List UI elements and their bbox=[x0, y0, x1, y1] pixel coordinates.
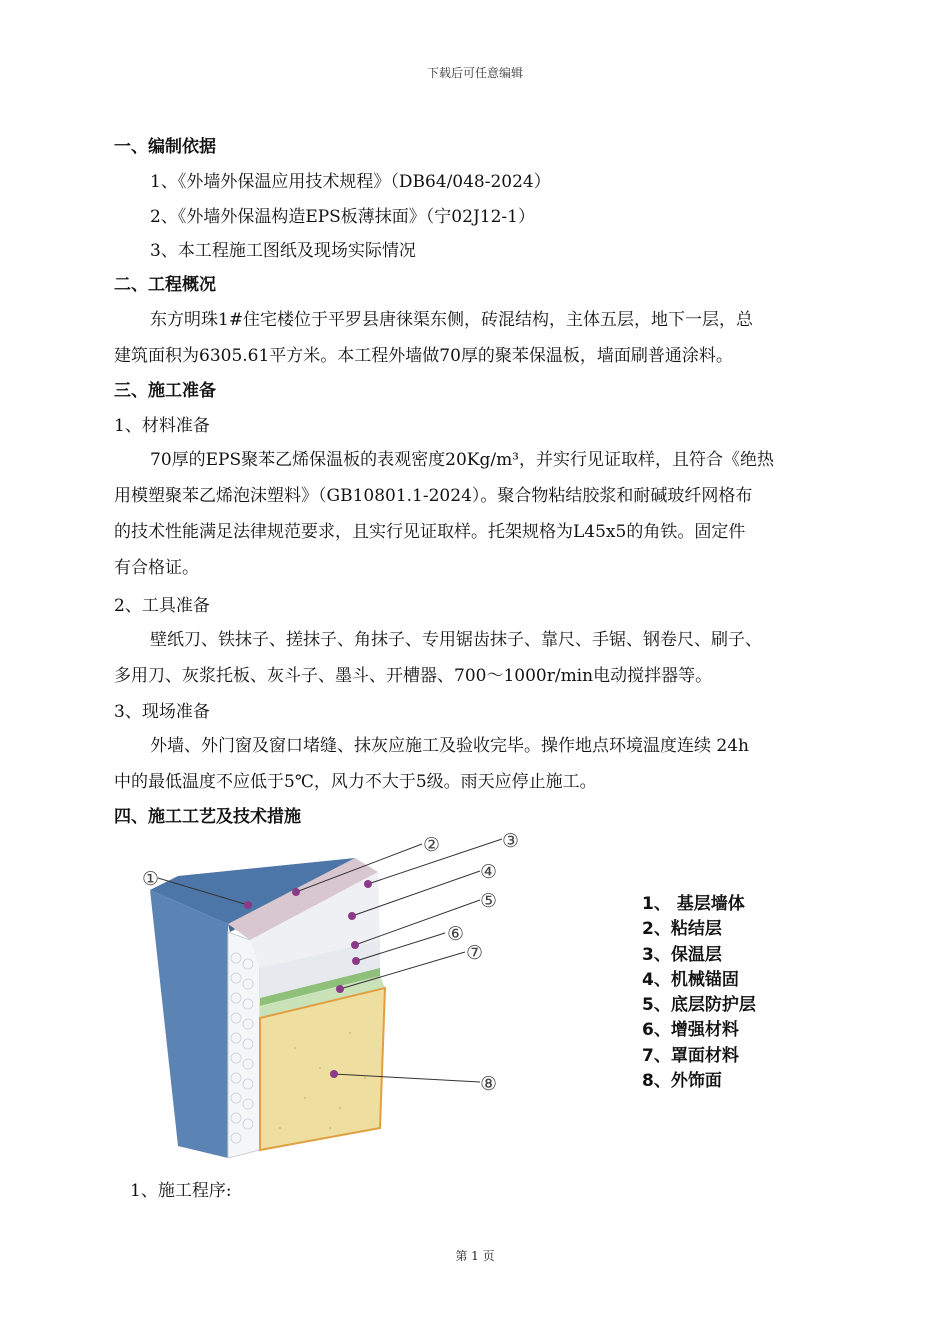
insulation-layer bbox=[228, 932, 260, 1158]
sub-title-site: 3、现场准备 bbox=[114, 702, 210, 722]
site-line-2: 中的最低温度不应低于5℃，风力不大于5级。雨天应停止施工。 bbox=[114, 772, 597, 792]
sub-title-materials: 1、材料准备 bbox=[114, 416, 210, 436]
overview-line-2: 建筑面积为6305.61平方米。本工程外墙做70厚的聚苯保温板，墙面刷普通涂料。 bbox=[114, 346, 733, 366]
page-footer: 第 1 页 bbox=[455, 1249, 495, 1263]
section-title-overview: 二、工程概况 bbox=[114, 275, 216, 295]
legend-item: 6、增强材料 bbox=[642, 1020, 739, 1041]
materials-line-1: 70厚的EPS聚苯乙烯保温板的表观密度20Kg/m³，并实行见证取样，且符合《绝热 bbox=[150, 450, 775, 470]
section-title-process: 四、施工工艺及技术措施 bbox=[114, 807, 301, 827]
section-title-basis: 一、编制依据 bbox=[114, 137, 216, 157]
tools-line-1: 壁纸刀、铁抹子、搓抹子、角抹子、专用锯齿抹子、靠尺、手锯、钢卷尺、刷子、 bbox=[150, 630, 762, 650]
legend-item: 8、外饰面 bbox=[642, 1071, 722, 1092]
base-wall-face bbox=[150, 890, 228, 1158]
legend-item: 4、机械锚固 bbox=[642, 969, 739, 990]
label-2: ② bbox=[423, 834, 441, 856]
overview-line-1: 东方明珠1#住宅楼位于平罗县唐徕渠东侧，砖混结构，主体五层，地下一层，总 bbox=[150, 310, 754, 330]
site-line-1: 外墙、外门窗及窗口堵缝、抹灰应施工及验收完毕。操作地点环境温度连续 24h bbox=[150, 736, 749, 756]
wall-insulation-diagram bbox=[110, 828, 530, 1158]
label-8: ⑧ bbox=[480, 1073, 498, 1095]
section-title-preparation: 三、施工准备 bbox=[114, 381, 216, 401]
label-5: ⑤ bbox=[480, 890, 498, 912]
label-7: ⑦ bbox=[466, 942, 484, 964]
materials-line-4: 有合格证。 bbox=[114, 558, 199, 578]
label-4: ④ bbox=[480, 861, 498, 883]
legend-item: 7、罩面材料 bbox=[642, 1045, 739, 1066]
materials-line-2: 用模塑聚苯乙烯泡沫塑料》（GB10801.1-2024）。聚合物粘结胶浆和耐碱玻纤网格布 bbox=[114, 486, 753, 506]
legend-item: 3、保温层 bbox=[642, 944, 722, 965]
tools-line-2: 多用刀、灰浆托板、灰斗子、墨斗、开槽器、700～1000r/min电动搅拌器等。 bbox=[114, 666, 713, 686]
legend-item: 1、 基层墙体 bbox=[642, 894, 745, 914]
materials-line-3: 的技术性能满足法律规范要求，且实行见证取样。托架规格为L45x5的角铁。固定件 bbox=[114, 522, 746, 542]
basis-item-3: 3、本工程施工图纸及现场实际情况 bbox=[150, 241, 416, 261]
legend-item: 2、粘结层 bbox=[642, 919, 722, 940]
diagram-legend bbox=[642, 892, 756, 1094]
label-6: ⑥ bbox=[447, 923, 465, 945]
sub-title-tools: 2、工具准备 bbox=[114, 596, 210, 616]
label-3: ③ bbox=[502, 830, 520, 852]
page-header: 下载后可任意编辑 bbox=[426, 66, 523, 80]
label-1: ① bbox=[142, 868, 160, 890]
basis-item-1: 1、《外墙外保温应用技术规程》（DB64/048-2024） bbox=[150, 172, 551, 192]
sub-title-procedure: 1、施工程序: bbox=[130, 1181, 232, 1201]
legend-item: 5、底层防护层 bbox=[642, 995, 756, 1016]
basis-item-2: 2、《外墙外保温构造EPS板薄抹面》（宁02J12-1） bbox=[150, 207, 535, 227]
